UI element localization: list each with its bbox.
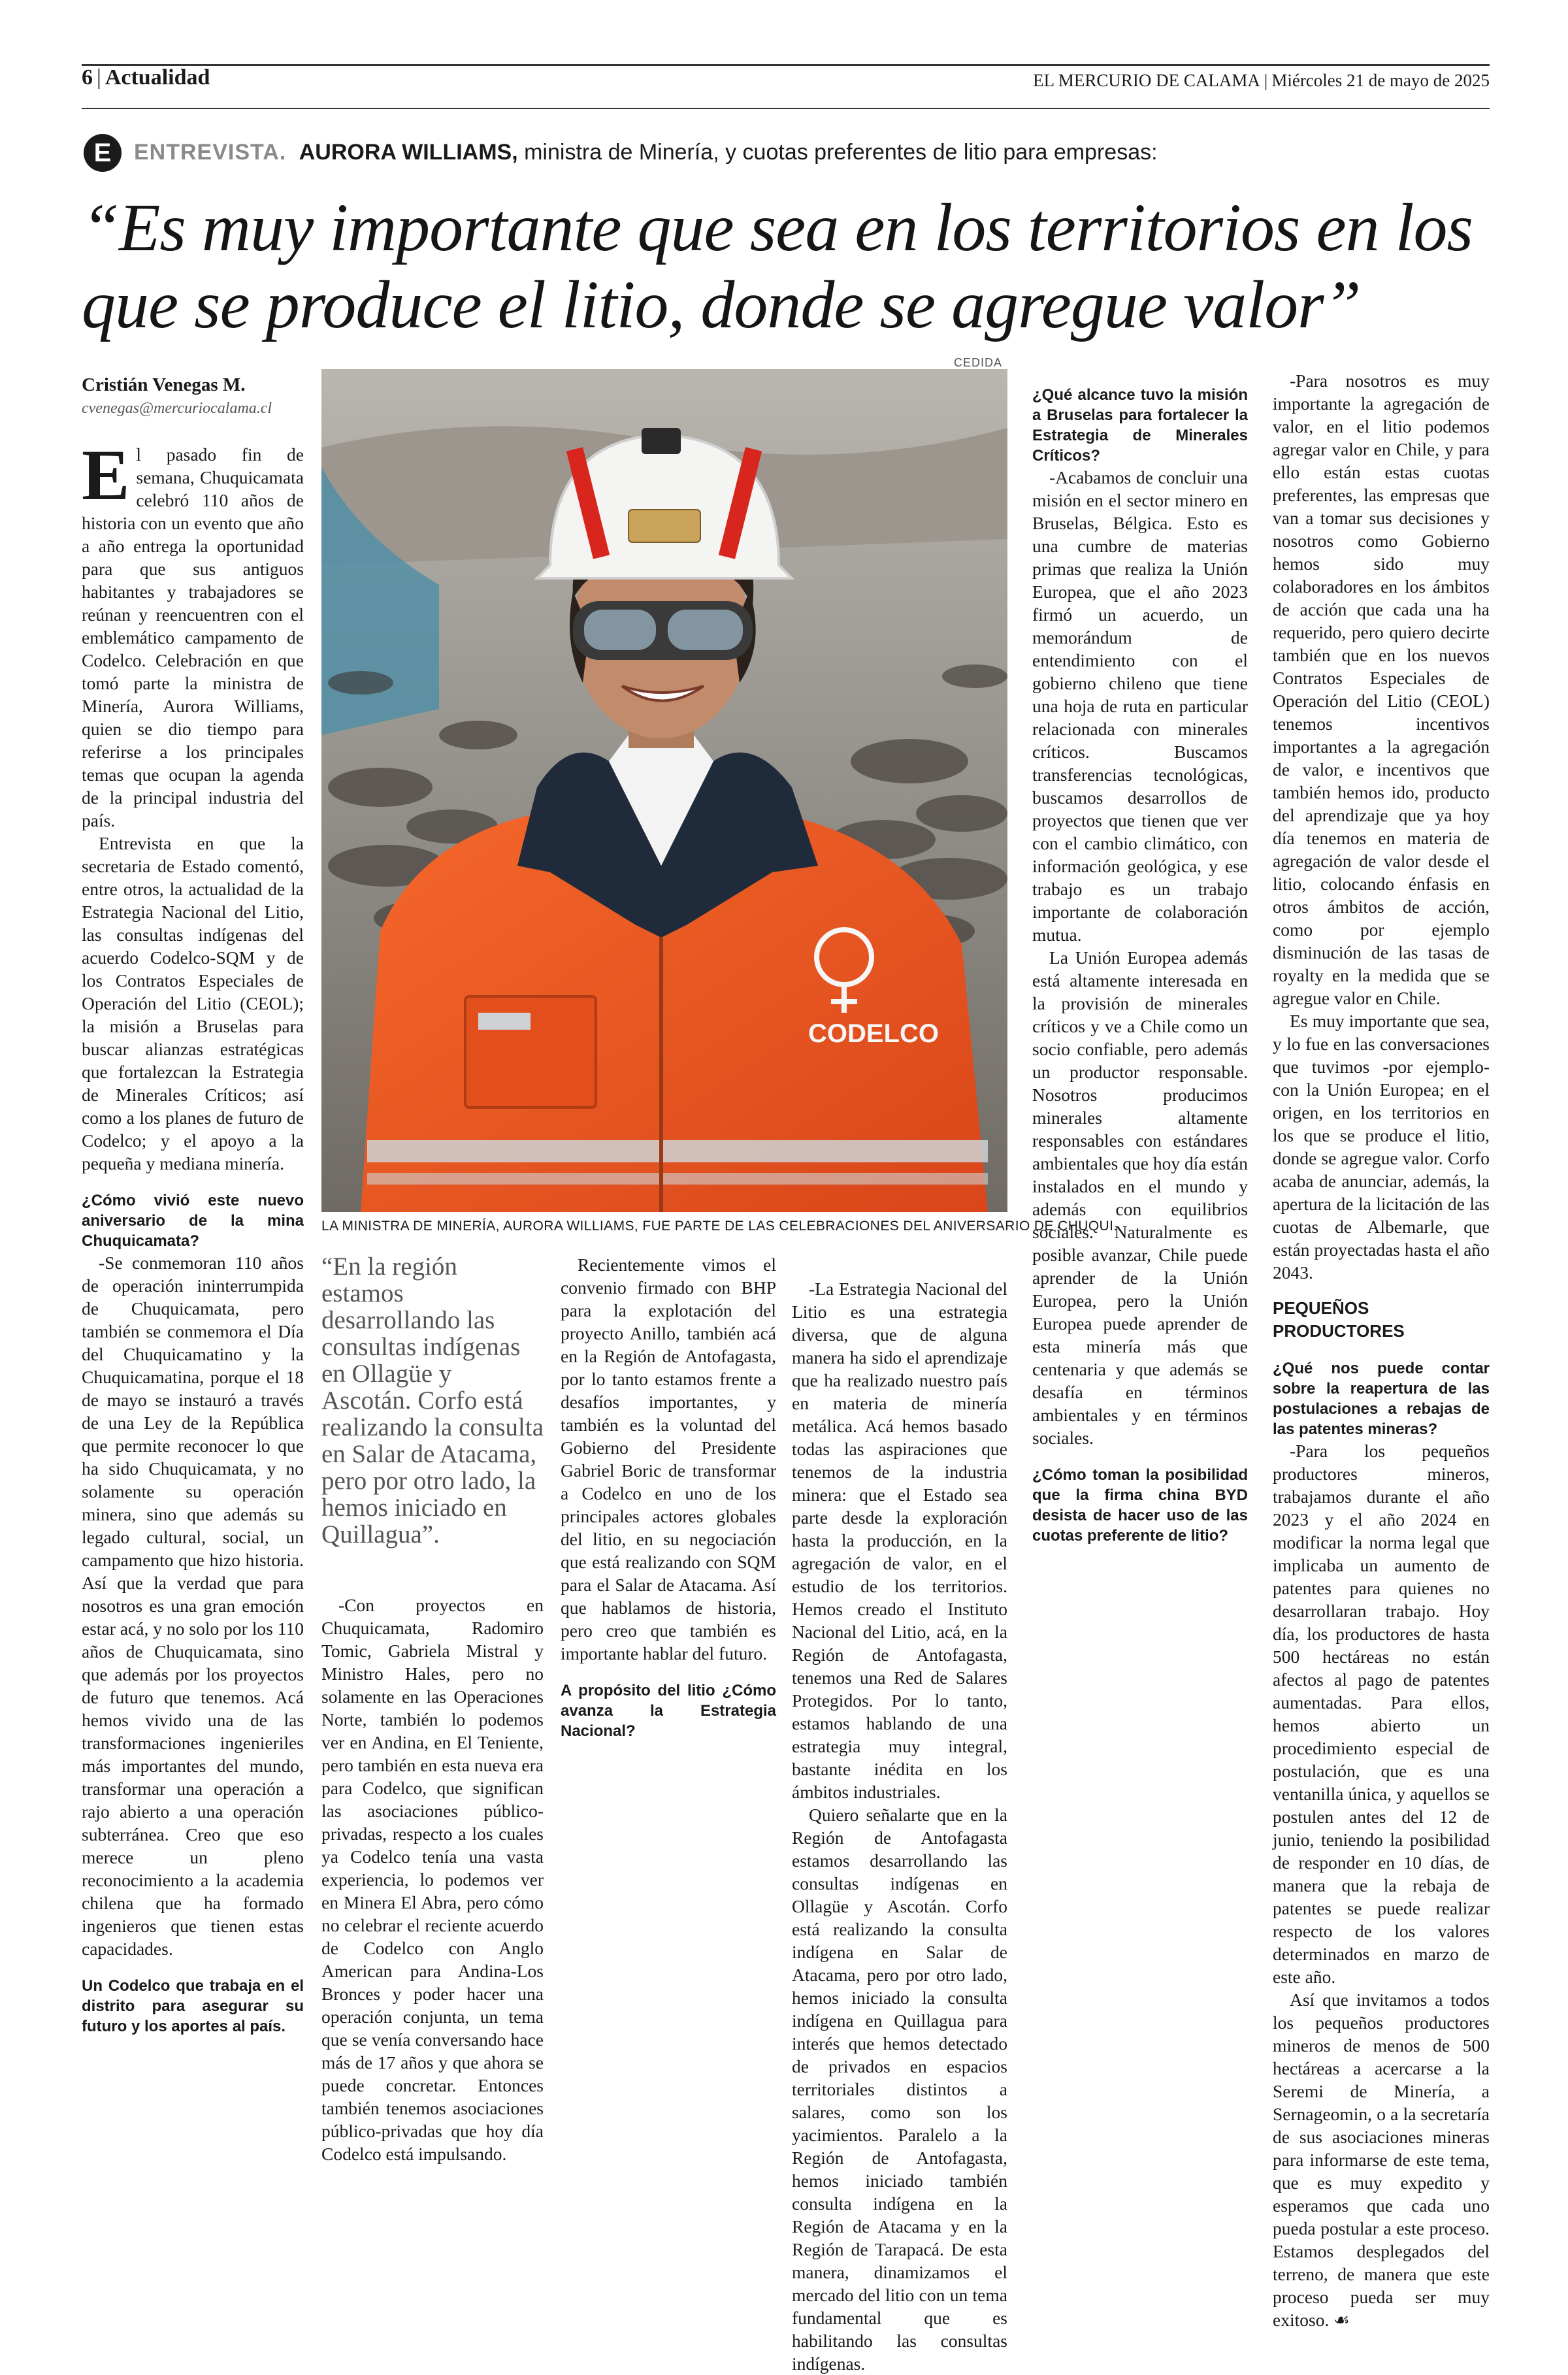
photo-caption: LA MINISTRA DE MINERÍA, AURORA WILLIAMS, FUE PARTE DE LAS CELEBRACIONES DEL ANIVERSARIO DE CHUQUI. (321, 1219, 1118, 1234)
paragraph: Es muy importante que sea, y lo fue en las conversaciones que tuvimos -por ejemplo- con la Unión Europea; en el origen, en los territorios en los que se produce el litio, donde se agregue valor. Corfo acaba de anunciar, además, la apertura de la licitación de las cuotas de Albemarle, que están proyectadas hasta el año 2043. (1273, 1011, 1490, 1283)
paragraph: Recientemente vimos el convenio firmado con BHP para la explotación del proyecto Anillo, también acá en la Región de Antofagasta, por lo tanto estamos frente a desafíos importantes, y también es la voluntad del Gobierno del Presidente Gabriel Boric de transformar a Codelco en uno de los principales actores globales del litio, en su negociación que está realizando con SQM para el Salar de Atacama. Así que hablamos de historia, pero creo que también es importante hablar del futuro. (561, 1254, 776, 1663)
issue-date: Miércoles 21 de mayo de 2025 (1271, 71, 1490, 90)
question: ¿Cómo vivió este nuevo aniversario de la mina Chuquicamata? (82, 1192, 304, 1250)
photo-credit: CEDIDA (954, 356, 1003, 369)
page-section-label (82, 65, 210, 90)
paragraph: -Se conmemoran 110 años de operación ininterrumpida de Chuquicamata, pero también se conmemora el Día del Chuquicamatino y la Chuquicamatina, porque el 18 de mayo se instauró a través de una Ley de la República que permite reconocer lo que ha sido Chuquicamata, y no solamente su operación minera, sino que además su legado cultural, social, un campamento que hizo historia. Así que la verdad que para nosotros es una gran emoción estar acá, y no solo por los 110 años de Chuquicamata, sino que además por los proyectos de futuro que tenemos. Acá hemos vivido una de las transformaciones ingenieriles más importantes del mundo, transformar una operación a rajo abierto a una operación subterránea. Creo que eso merece un pleno reconocimiento a la academia chilena que ha formado ingenieros que tienen estas capacidades. (82, 1253, 304, 1959)
paragraph: Entrevista en que la secretaria de Estado comentó, entre otros, la actualidad de la Estrategia Nacional del Litio, las consultas indígenas del acuerdo Codelco-SQM y de los Contratos Especiales de Operación del Litio (CEOL); la misión a Bruselas para buscar alianzas estratégicas que fortalezcan la Estrategia de Minerales Críticos; así como a los planes de futuro de Codelco; y el apoyo a la pequeña y mediana minería. (82, 833, 304, 1173)
separator: | (97, 65, 101, 90)
paragraph (1273, 1988, 1490, 2332)
paragraph-text: Así que invitamos a todos los pequeños productores mineros de menos de 500 hectáreas a acercarse a la Seremi de Minería, a Sernageomin, o a la secretaría de sus asociaciones mineras para informarse de este tema, que es muy expedito y esperamos que cada uno pueda postular a este proceso. Estamos desplegados del terreno, de manera que este proceso pueda ser muy exitoso. (1273, 1990, 1490, 2330)
kicker-description: ministra de Minería, y cuotas preferentes de litio para empresas: (524, 140, 1158, 165)
paragraph: La Unión Europea además está altamente interesada en la provisión de minerales críticos y ve a Chile como un socio confiable, pero además un productor responsable. Nosotros producimos minerales altamente responsables con estándares ambientales que hoy día están instalados en el mundo y además con equilibrios sociales. Naturalmente es posible avanzar, Chile puede aprender de la Unión Europea, pero la Unión Europea puede aprender de esta minería más que centenaria y que además se desafía en términos ambientales y en términos sociales. (1032, 947, 1248, 1448)
newspaper-masthead (1033, 71, 1490, 91)
question: ¿Cómo toman la posibilidad que la firma china BYD desista de hacer uso de las cuotas preferente de litio? (1032, 1466, 1248, 1545)
end-mark-icon: ☙ (1333, 2310, 1350, 2331)
article-column-4 (792, 1277, 1007, 2375)
paragraph-text: l pasado fin de semana, Chuquicamata celebró 110 años de historia con un evento que año a año entrega la oportunidad para que sus antiguos habitantes y trabajadores se reúnan y reencuentren con el emblemático campamento de Codelco. Celebración en que tomó parte la ministra de Minería, Aurora Williams, quien se dio tiempo para referirse a los principales temas que ocupan la agenda de la principal industria del país. (82, 444, 304, 830)
article-column-3 (561, 1253, 776, 1741)
paragraph (82, 435, 304, 832)
kicker-name: AURORA WILLIAMS, (299, 140, 518, 165)
subhead: PEQUEÑOS PRODUCTORES (1273, 1298, 1405, 1341)
question: A propósito del litio ¿Cómo avanza la Estrategia Nacional? (561, 1682, 776, 1740)
pull-quote: “En la región estamos desarrollando las consultas indígenas en Ollagüe y Ascotán. Corfo está realizando la consulta en Salar de Atacama, pero por otro lado, la hemos iniciado en Quillagua”. (321, 1253, 544, 1548)
byline-email: cvenegas@mercuriocalama.cl (82, 400, 272, 417)
newspaper-name: EL MERCURIO DE CALAMA (1033, 71, 1260, 90)
separator: | (1264, 71, 1268, 90)
paragraph: -Acabamos de concluir una misión en el sector minero en Bruselas, Bélgica. Esto es una cumbre de materias primas que realiza la Unión Europea, que el año 2023 firmó un acuerdo, un memorándum de entendimiento con el gobierno chileno que tiene una hoja de ruta en particular relacionada con minerales críticos. Buscamos transferencias tecnológicas, buscamos desarrollos de proyectos que tienen que ver con el cambio climático, con información geológica, y ese trabajo es un trabajo importante de colaboración mutua. (1032, 467, 1248, 945)
question: ¿Qué alcance tuvo la misión a Bruselas para fortalecer la Estrategia de Minerales Críticos? (1032, 386, 1248, 465)
article-column-5 (1032, 369, 1248, 1546)
paragraph: Quiero señalarte que en la Región de Antofagasta estamos desarrollando las consultas indígenas en Ollagüe y Ascotán. Corfo está realizando la consulta indígena en Salar de Atacama, pero por otro lado, hemos iniciado la consulta indígena en Quillagua para interés que hemos detectado de privados en espacios territoriales distintos a salares, como son los yacimientos. Paralelo a la Región de Antofagasta, hemos iniciado también consulta indígena en la Región de Atacama y en la Región de Tarapacá. De esta manera, dinamizamos el mercado del litio con un tema fundamental que es habilitando las consultas indígenas. (792, 1805, 1007, 2374)
byline-author: Cristián Venegas M. (82, 374, 246, 395)
question: Un Codelco que trabaja en el distrito para asegurar su futuro y los aportes al país. (82, 1977, 304, 2035)
photo-minister (321, 369, 1007, 1212)
section-name: Actualidad (105, 65, 210, 90)
paragraph: -La Estrategia Nacional del Litio es una estrategia diversa, que de alguna manera ha sido el aprendizaje que ha realizado nuestro país en materia de minería metálica. Acá hemos basado todas las aspiraciones que tenemos de la industria minera: que el Estado sea parte desde la exploración hasta la producción, en la agregación de valor, en el estudio de los territorios. Hemos creado el Instituto Nacional del Litio, acá, en la Región de Antofagasta, tenemos una Red de Salares Protegidos. Por lo tanto, estamos hablando de una estrategia muy integral, bastante inédita en los ámbitos industriales. (792, 1279, 1007, 1802)
photo-illustration (321, 369, 1007, 1212)
kicker (134, 140, 1158, 165)
header-bottom-rule (82, 108, 1490, 109)
article-column-1 (82, 435, 304, 2037)
paragraph: -Para los pequeños productores mineros, trabajamos durante el año 2023 y el año 2024 en modificar la norma legal que implicaba un aumento de patentes para quienes no desarrollaran trabajo. Hoy día, los productores de hasta 500 hectáreas no están afectos al pago de patentes aumentadas. Para ellos, hemos abierto un procedimiento especial de postulación, que es una ventanilla única, y aquellos se postulen antes del 12 de junio, teniendo la posibilidad de responder en 10 días, de manera que la rebaja de patentes se puede realizar respecto de los valores determinados en marzo de este año. (1273, 1441, 1490, 1987)
headline: “Es muy importante que sea en los territorios en los que se produce el litio, donde se agregue valor” (82, 190, 1473, 342)
kicker-label: ENTREVISTA. (134, 140, 287, 165)
drop-cap: E (82, 435, 130, 515)
page-number: 6 (82, 65, 93, 90)
article-column-6 (1273, 369, 1490, 2332)
article-column-2 (321, 1253, 544, 2165)
codelco-logo-text: CODELCO (808, 1019, 939, 1048)
interview-badge-icon: E (84, 134, 122, 172)
header-top-rule (82, 64, 1490, 66)
paragraph: -Con proyectos en Chuquicamata, Radomiro Tomic, Gabriela Mistral y Ministro Hales, pero no solamente en las Operaciones Norte, también lo podemos ver en Andina, en El Teniente, pero también en esta nueva era para Codelco, que significan las asociaciones público-privadas, respecto a los cuales ya Codelco tenía una vasta experiencia, lo podemos ver en Minera El Abra, pero cómo no celebrar el reciente acuerdo de Codelco con Anglo American para Andina-Los Bronces y poder hacer una operación conjunta, un tema que se venía conversando hace más de 17 años y que ahora se puede concretar. Entonces también tenemos asociaciones público-privadas que hoy día Codelco está impulsando. (321, 1595, 544, 2164)
paragraph: -Para nosotros es muy importante la agregación de valor, en el litio podemos agregar valor en Chile, y para ello están estas cuotas preferentes, las empresas que van a tomar sus decisiones y nosotros como Gobierno hemos sido muy colaboradores en los ámbitos de acción que cada una ha requerido, pero quiero decirte también que en los nuevos Contratos Especiales de Operación del Litio (CEOL) tenemos incentivos importantes a la agregación de valor, e incentivos que también hemos ido, producto del aprendizaje que ya hoy día tenemos en materia de agregación de valor desde el litio, colocando énfasis en otros ámbitos de acción, como por ejemplo disminución de las tasas de royalty en la medida que se agregue valor en Chile. (1273, 370, 1490, 1008)
question: ¿Qué nos puede contar sobre la reapertura de las postulaciones a rebajas de las patentes mineras? (1273, 1360, 1490, 1438)
